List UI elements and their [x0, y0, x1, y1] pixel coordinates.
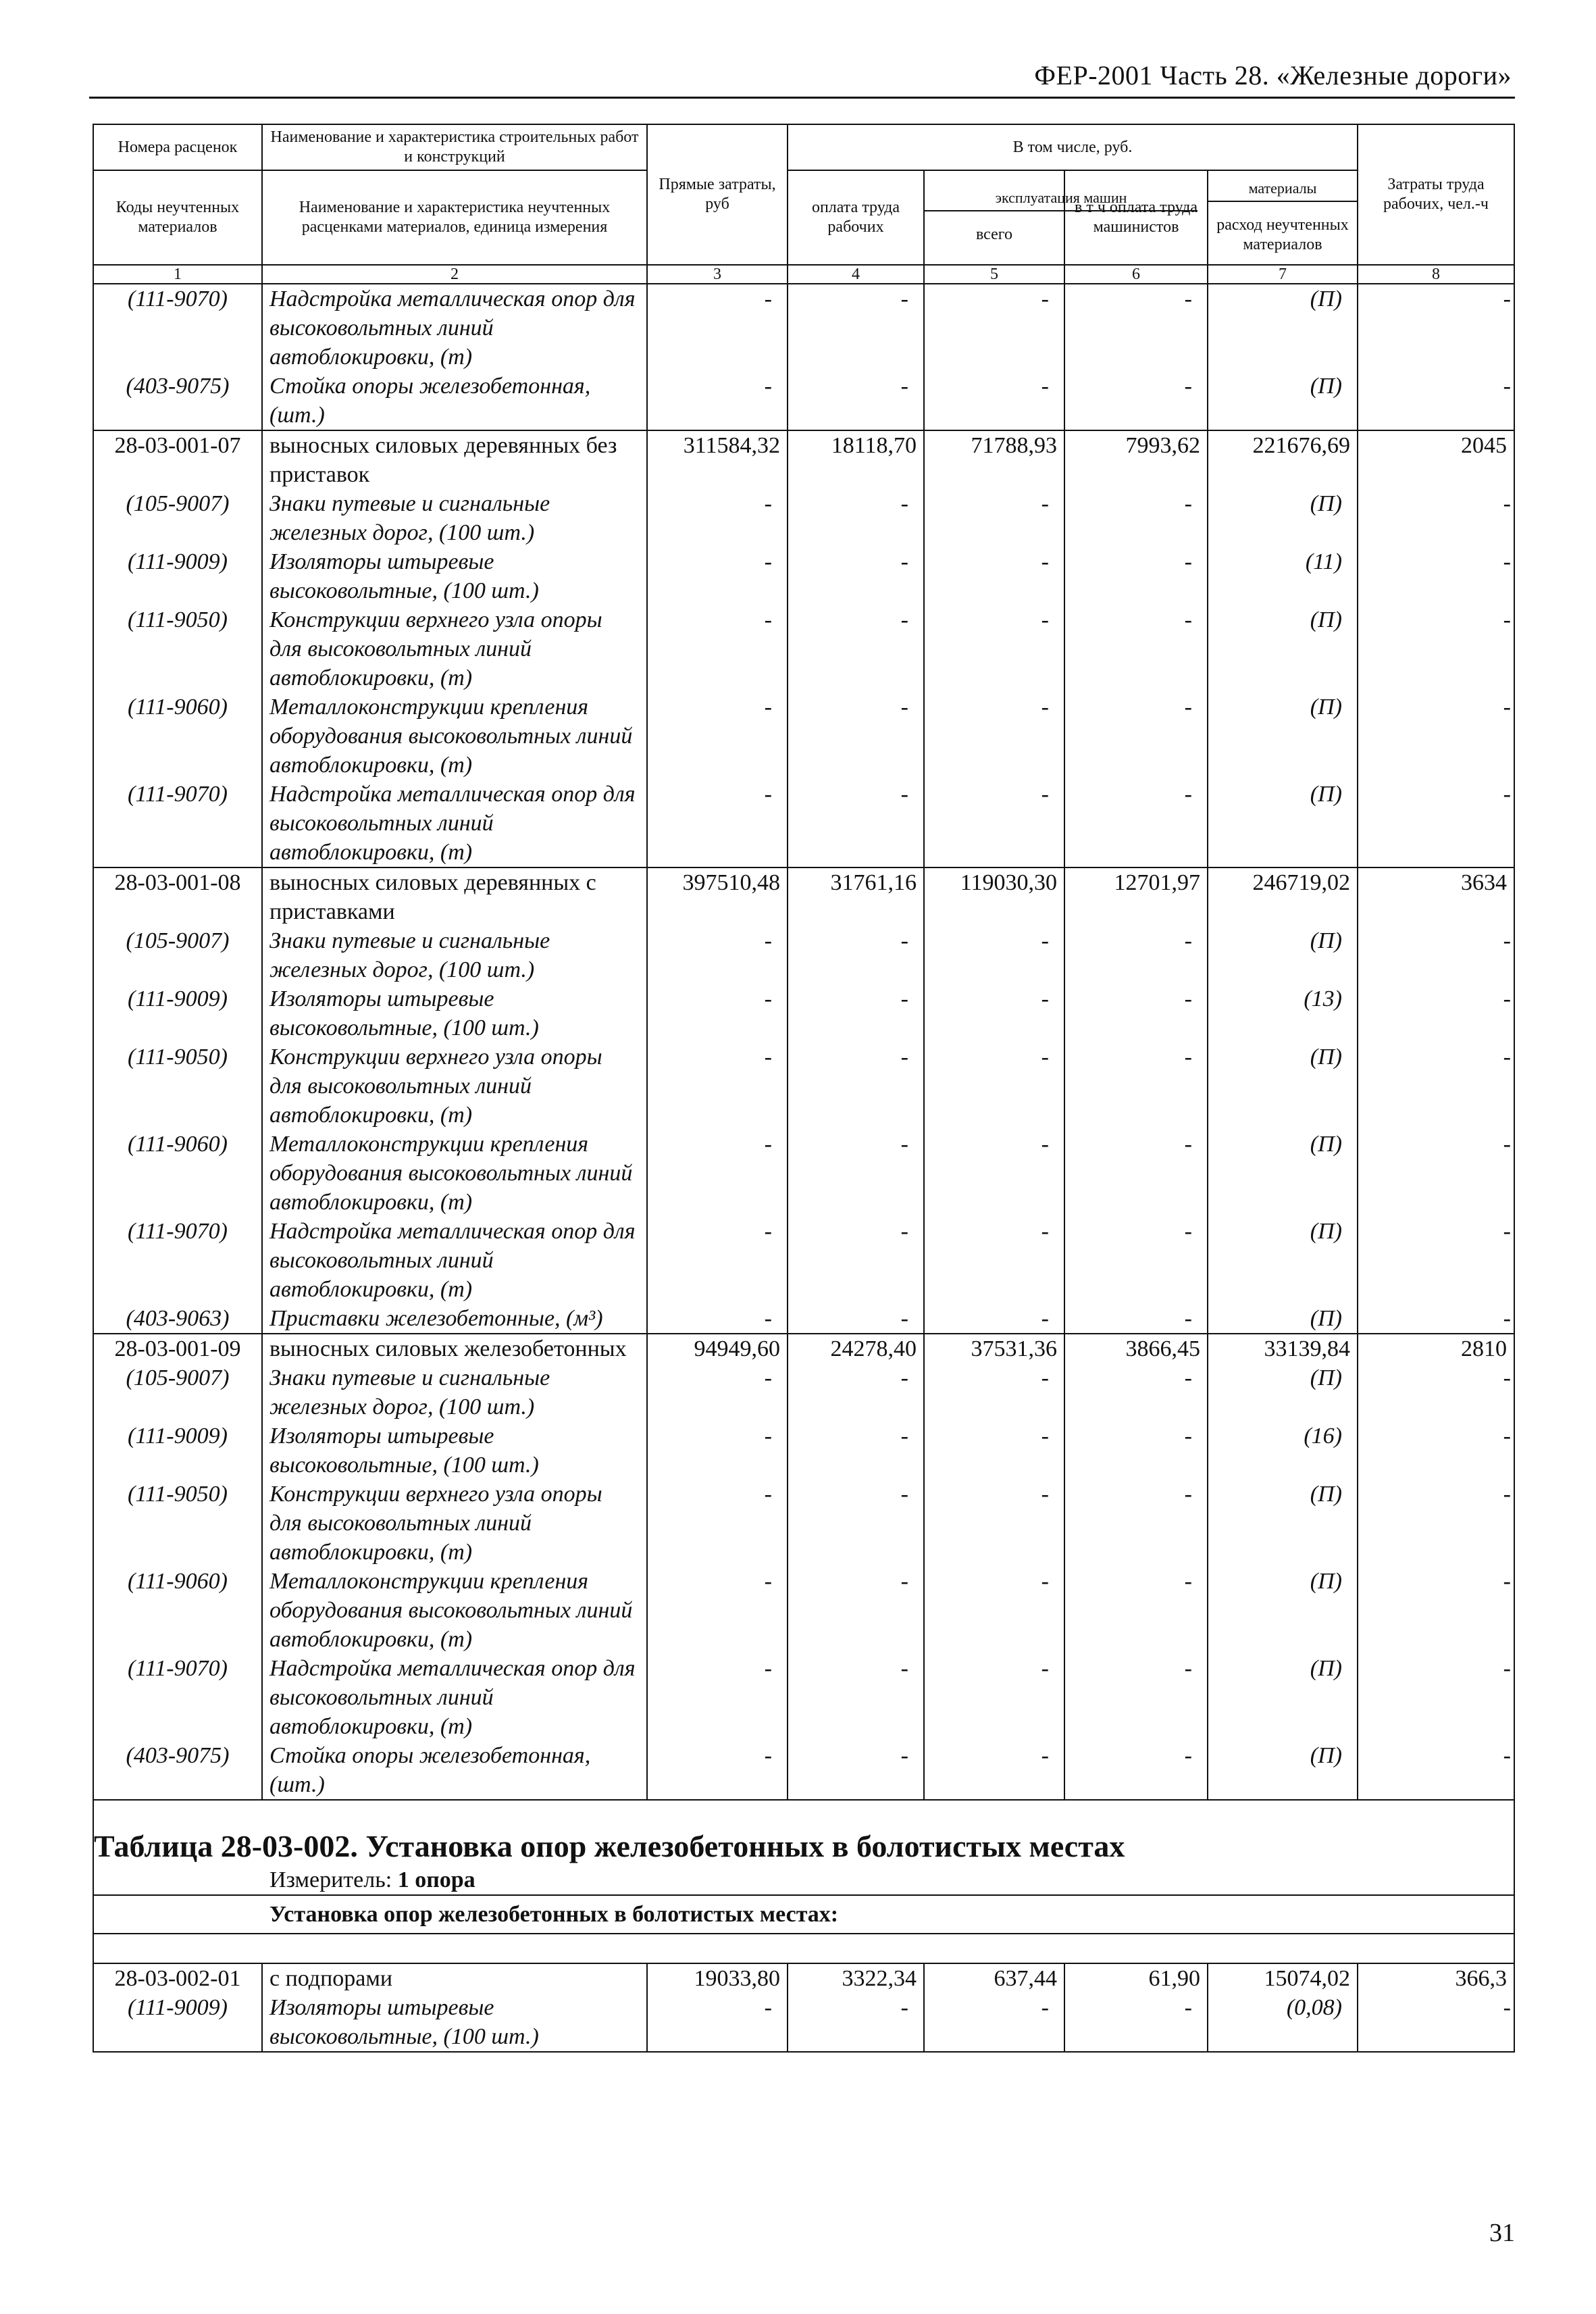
material-row [93, 1042, 1514, 1130]
material-row [93, 284, 1514, 372]
material-worker-pay-cell: - [788, 1217, 924, 1304]
material-rate-code-cell: (403-9075) [93, 372, 262, 430]
measure-label: Измеритель: [269, 1867, 398, 1892]
title-rule [89, 97, 1515, 99]
page-title: ФЕР-2001 Часть 28. «Железные дороги» [1034, 60, 1512, 91]
material-rate-code-cell: (105-9007) [93, 1363, 262, 1422]
material-direct-costs-cell: - [647, 372, 788, 430]
material-worker-pay-cell: - [788, 1130, 924, 1217]
material-machines-total-cell: - [924, 1217, 1064, 1304]
material-labor-hours-cell: - [1358, 1480, 1514, 1567]
column-number: 5 [924, 265, 1064, 284]
material-worker-pay-cell: - [788, 1993, 924, 2052]
material-worker-pay-cell: - [788, 489, 924, 547]
material-worker-pay-cell: - [788, 605, 924, 693]
material-materials-cell: (13) [1208, 984, 1358, 1042]
material-machines-total-cell: - [924, 1567, 1064, 1654]
material-materials-cell: (П) [1208, 1480, 1358, 1567]
material-row [93, 780, 1514, 867]
material-direct-costs-cell: - [647, 605, 788, 693]
material-direct-costs-cell: - [647, 780, 788, 867]
material-materials-cell: (П) [1208, 1217, 1358, 1304]
material-materials-cell: (П) [1208, 1042, 1358, 1130]
material-operator-pay-cell: - [1064, 1654, 1208, 1741]
rate-worker-pay-cell: 24278,40 [788, 1334, 924, 1363]
material-operator-pay-cell: - [1064, 1304, 1208, 1334]
material-machines-total-cell: - [924, 372, 1064, 430]
material-rate-code-cell: (111-9009) [93, 547, 262, 605]
material-operator-pay-cell: - [1064, 780, 1208, 867]
material-description-cell: Металлоконструкции крепления оборудования высоковольтных линий автоблокировки, (т) [262, 693, 647, 780]
rate-machines-total-cell: 637,44 [924, 1963, 1064, 1993]
material-materials-cell: (П) [1208, 1304, 1358, 1334]
rate-operator-pay-cell: 3866,45 [1064, 1334, 1208, 1363]
material-worker-pay-cell: - [788, 926, 924, 984]
rate-direct-costs-cell: 397510,48 [647, 867, 788, 926]
rate-materials-cell: 33139,84 [1208, 1334, 1358, 1363]
rate-operator-pay-cell: 12701,97 [1064, 867, 1208, 926]
material-operator-pay-cell: - [1064, 1567, 1208, 1654]
material-materials-cell: (0,08) [1208, 1993, 1358, 2052]
material-materials-cell: (П) [1208, 605, 1358, 693]
material-worker-pay-cell: - [788, 1741, 924, 1800]
col-including-header: В том числе, руб. [788, 124, 1358, 170]
material-worker-pay-cell: - [788, 693, 924, 780]
material-row [93, 1741, 1514, 1800]
machines-operation-label: эксплуатация машин [925, 188, 1198, 211]
material-operator-pay-cell: - [1064, 1480, 1208, 1567]
rate-rate-code-cell: 28-03-002-01 [93, 1963, 262, 1993]
material-rate-code-cell: (111-9060) [93, 693, 262, 780]
material-direct-costs-cell: - [647, 926, 788, 984]
material-operator-pay-cell: - [1064, 284, 1208, 372]
material-direct-costs-cell: - [647, 1130, 788, 1217]
material-description-cell: Изоляторы штыревые высоковольтные, (100 шт.) [262, 547, 647, 605]
material-materials-cell: (П) [1208, 1567, 1358, 1654]
material-materials-cell: (П) [1208, 780, 1358, 867]
rate-row [93, 430, 1514, 489]
material-labor-hours-cell: - [1358, 984, 1514, 1042]
material-description-cell: Конструкции верхнего узла опоры для высоковольтных линий автоблокировки, (т) [262, 605, 647, 693]
material-direct-costs-cell: - [647, 1304, 788, 1334]
material-rate-code-cell: (111-9050) [93, 1042, 262, 1130]
material-machines-total-cell: - [924, 984, 1064, 1042]
rate-description-cell: выносных силовых деревянных с приставками [262, 867, 647, 926]
material-row [93, 1130, 1514, 1217]
material-worker-pay-cell: - [788, 984, 924, 1042]
rate-description-cell: с подпорами [262, 1963, 647, 1993]
rate-operator-pay-cell: 61,90 [1064, 1963, 1208, 1993]
rates-table [93, 124, 1515, 2053]
column-number: 6 [1064, 265, 1208, 284]
col-operator-pay-header: в т ч оплата труда машинистов [1064, 170, 1208, 265]
column-number: 7 [1208, 265, 1358, 284]
material-machines-total-cell: - [924, 1422, 1064, 1480]
material-operator-pay-cell: - [1064, 1042, 1208, 1130]
material-labor-hours-cell: - [1358, 547, 1514, 605]
material-rate-code-cell: (111-9050) [93, 1480, 262, 1567]
material-materials-cell: (П) [1208, 372, 1358, 430]
material-machines-total-cell: - [924, 693, 1064, 780]
material-row [93, 1480, 1514, 1567]
material-operator-pay-cell: - [1064, 1130, 1208, 1217]
rate-materials-cell: 221676,69 [1208, 430, 1358, 489]
material-worker-pay-cell: - [788, 547, 924, 605]
col-rate-number-header: Номера расценок [93, 124, 262, 170]
material-operator-pay-cell: - [1064, 1422, 1208, 1480]
material-description-cell: Надстройка металлическая опор для высоковольтных линий автоблокировки, (т) [262, 284, 647, 372]
material-rate-code-cell: (105-9007) [93, 489, 262, 547]
material-materials-cell: (П) [1208, 926, 1358, 984]
rate-labor-hours-cell: 366,3 [1358, 1963, 1514, 1993]
material-rate-code-cell: (111-9009) [93, 984, 262, 1042]
material-direct-costs-cell: - [647, 1480, 788, 1567]
material-worker-pay-cell: - [788, 1654, 924, 1741]
rate-worker-pay-cell: 3322,34 [788, 1963, 924, 1993]
material-row [93, 1363, 1514, 1422]
material-machines-total-cell: - [924, 489, 1064, 547]
material-direct-costs-cell: - [647, 1042, 788, 1130]
material-labor-hours-cell: - [1358, 605, 1514, 693]
machines-total-label: всего [975, 226, 1013, 243]
material-direct-costs-cell: - [647, 547, 788, 605]
material-row [93, 1422, 1514, 1480]
material-description-cell: Надстройка металлическая опор для высоковольтных линий автоблокировки, (т) [262, 1217, 647, 1304]
material-machines-total-cell: - [924, 1993, 1064, 2052]
material-operator-pay-cell: - [1064, 489, 1208, 547]
rate-description-cell: выносных силовых железобетонных [262, 1334, 647, 1363]
rate-labor-hours-cell: 3634 [1358, 867, 1514, 926]
material-row [93, 372, 1514, 430]
material-rate-code-cell: (111-9060) [93, 1567, 262, 1654]
material-direct-costs-cell: - [647, 1993, 788, 2052]
material-operator-pay-cell: - [1064, 605, 1208, 693]
material-labor-hours-cell: - [1358, 1217, 1514, 1304]
material-machines-total-cell: - [924, 1480, 1064, 1567]
material-operator-pay-cell: - [1064, 1217, 1208, 1304]
material-materials-cell: (П) [1208, 1363, 1358, 1422]
rate-operator-pay-cell: 7993,62 [1064, 430, 1208, 489]
material-description-cell: Изоляторы штыревые высоковольтные, (100 шт.) [262, 1422, 647, 1480]
material-machines-total-cell: - [924, 1363, 1064, 1422]
material-machines-total-cell: - [924, 284, 1064, 372]
col-materials-header [1208, 170, 1358, 265]
measure-value: 1 опора [397, 1867, 475, 1892]
material-direct-costs-cell: - [647, 693, 788, 780]
material-direct-costs-cell: - [647, 489, 788, 547]
material-machines-total-cell: - [924, 926, 1064, 984]
material-labor-hours-cell: - [1358, 780, 1514, 867]
material-description-cell: Металлоконструкции крепления оборудования высоковольтных линий автоблокировки, (т) [262, 1130, 647, 1217]
material-labor-hours-cell: - [1358, 489, 1514, 547]
material-machines-total-cell: - [924, 1741, 1064, 1800]
material-row [93, 1217, 1514, 1304]
group-heading: Установка опор железобетонных в болотистых местах: [93, 1895, 1514, 1934]
material-row [93, 1304, 1514, 1334]
column-number: 2 [262, 265, 647, 284]
material-row [93, 693, 1514, 780]
material-description-cell: Изоляторы штыревые высоковольтные, (100 шт.) [262, 1993, 647, 2052]
material-rate-code-cell: (111-9070) [93, 780, 262, 867]
material-materials-cell: (16) [1208, 1422, 1358, 1480]
col-direct-costs-header: Прямые затраты, руб [647, 124, 788, 265]
rate-rate-code-cell: 28-03-001-09 [93, 1334, 262, 1363]
rate-machines-total-cell: 71788,93 [924, 430, 1064, 489]
material-machines-total-cell: - [924, 1304, 1064, 1334]
material-rate-code-cell: (105-9007) [93, 926, 262, 984]
rate-row [93, 867, 1514, 926]
rate-labor-hours-cell: 2045 [1358, 430, 1514, 489]
material-description-cell: Стойка опоры железобетонная, (шт.) [262, 372, 647, 430]
col-work-name-header: Наименование и характеристика строительных работ и конструкций [262, 124, 647, 170]
rate-worker-pay-cell: 31761,16 [788, 867, 924, 926]
column-numbers-row [93, 265, 1514, 284]
material-rate-code-cell: (111-9009) [93, 1422, 262, 1480]
rate-direct-costs-cell: 94949,60 [647, 1334, 788, 1363]
material-direct-costs-cell: - [647, 1741, 788, 1800]
material-labor-hours-cell: - [1358, 1654, 1514, 1741]
material-rate-code-cell: (111-9070) [93, 1217, 262, 1304]
material-description-cell: Изоляторы штыревые высоковольтные, (100 шт.) [262, 984, 647, 1042]
material-labor-hours-cell: - [1358, 1993, 1514, 2052]
material-operator-pay-cell: - [1064, 1741, 1208, 1800]
material-worker-pay-cell: - [788, 1042, 924, 1130]
material-row [93, 984, 1514, 1042]
material-direct-costs-cell: - [647, 1363, 788, 1422]
material-materials-cell: (П) [1208, 489, 1358, 547]
material-labor-hours-cell: - [1358, 372, 1514, 430]
rate-description-cell: выносных силовых деревянных без приставок [262, 430, 647, 489]
material-direct-costs-cell: - [647, 1422, 788, 1480]
unaccounted-materials-label: расход неучтенных материалов [1216, 216, 1349, 253]
material-labor-hours-cell: - [1358, 1304, 1514, 1334]
material-description-cell: Конструкции верхнего узла опоры для высоковольтных линий автоблокировки, (т) [262, 1042, 647, 1130]
material-materials-cell: (П) [1208, 1130, 1358, 1217]
material-labor-hours-cell: - [1358, 284, 1514, 372]
material-rate-code-cell: (111-9009) [93, 1993, 262, 2052]
material-description-cell: Металлоконструкции крепления оборудования высоковольтных линий автоблокировки, (т) [262, 1567, 647, 1654]
material-rate-code-cell: (111-9070) [93, 1654, 262, 1741]
material-labor-hours-cell: - [1358, 1130, 1514, 1217]
material-row [93, 1993, 1514, 2052]
section-title: Таблица 28-03-002. Установка опор железобетонных в болотистых местах [94, 1829, 1125, 1863]
material-labor-hours-cell: - [1358, 1042, 1514, 1130]
material-operator-pay-cell: - [1064, 693, 1208, 780]
col-machines-total-header [924, 170, 1127, 265]
material-labor-hours-cell: - [1358, 1363, 1514, 1422]
material-machines-total-cell: - [924, 605, 1064, 693]
material-worker-pay-cell: - [788, 284, 924, 372]
rate-rate-code-cell: 28-03-001-07 [93, 430, 262, 489]
material-description-cell: Стойка опоры железобетонная, (шт.) [262, 1741, 647, 1800]
rate-rate-code-cell: 28-03-001-08 [93, 867, 262, 926]
col-material-codes-header: Коды неучтенных материалов [93, 170, 262, 265]
material-operator-pay-cell: - [1064, 1363, 1208, 1422]
col-worker-pay-header: оплата труда рабочих [788, 170, 924, 265]
material-row [93, 605, 1514, 693]
material-materials-cell: (П) [1208, 284, 1358, 372]
material-operator-pay-cell: - [1064, 547, 1208, 605]
material-machines-total-cell: - [924, 780, 1064, 867]
material-rate-code-cell: (111-9060) [93, 1130, 262, 1217]
material-description-cell: Знаки путевые и сигнальные железных дорог, (100 шт.) [262, 489, 647, 547]
material-row [93, 1567, 1514, 1654]
material-materials-cell: (П) [1208, 1741, 1358, 1800]
material-machines-total-cell: - [924, 1130, 1064, 1217]
material-worker-pay-cell: - [788, 1480, 924, 1567]
material-worker-pay-cell: - [788, 1363, 924, 1422]
material-machines-total-cell: - [924, 1042, 1064, 1130]
material-row [93, 1654, 1514, 1741]
column-number: 4 [788, 265, 924, 284]
rate-row [93, 1334, 1514, 1363]
material-operator-pay-cell: - [1064, 1993, 1208, 2052]
material-direct-costs-cell: - [647, 984, 788, 1042]
material-materials-cell: (П) [1208, 1654, 1358, 1741]
material-rate-code-cell: (403-9063) [93, 1304, 262, 1334]
material-rate-code-cell: (111-9070) [93, 284, 262, 372]
material-direct-costs-cell: - [647, 1217, 788, 1304]
material-rate-code-cell: (403-9075) [93, 1741, 262, 1800]
material-description-cell: Знаки путевые и сигнальные железных дорог, (100 шт.) [262, 1363, 647, 1422]
column-number: 1 [93, 265, 262, 284]
material-direct-costs-cell: - [647, 284, 788, 372]
material-operator-pay-cell: - [1064, 926, 1208, 984]
material-description-cell: Надстройка металлическая опор для высоковольтных линий автоблокировки, (т) [262, 780, 647, 867]
material-direct-costs-cell: - [647, 1654, 788, 1741]
col-material-name-header: Наименование и характеристика неучтенных расценками материалов, единица измерения [262, 170, 647, 265]
col-labor-hours-header: Затраты труда рабочих, чел.-ч [1358, 124, 1514, 265]
material-labor-hours-cell: - [1358, 926, 1514, 984]
material-operator-pay-cell: - [1064, 984, 1208, 1042]
material-description-cell: Конструкции верхнего узла опоры для высоковольтных линий автоблокировки, (т) [262, 1480, 647, 1567]
material-worker-pay-cell: - [788, 1304, 924, 1334]
rate-machines-total-cell: 119030,30 [924, 867, 1064, 926]
material-machines-total-cell: - [924, 547, 1064, 605]
material-operator-pay-cell: - [1064, 372, 1208, 430]
rate-materials-cell: 246719,02 [1208, 867, 1358, 926]
material-materials-cell: (11) [1208, 547, 1358, 605]
column-number: 8 [1358, 265, 1514, 284]
material-labor-hours-cell: - [1358, 693, 1514, 780]
material-row [93, 926, 1514, 984]
material-description-cell: Знаки путевые и сигнальные железных дорог, (100 шт.) [262, 926, 647, 984]
rate-worker-pay-cell: 18118,70 [788, 430, 924, 489]
material-row [93, 489, 1514, 547]
material-worker-pay-cell: - [788, 1422, 924, 1480]
material-materials-cell: (П) [1208, 693, 1358, 780]
material-rate-code-cell: (111-9050) [93, 605, 262, 693]
rate-direct-costs-cell: 19033,80 [647, 1963, 788, 1993]
material-worker-pay-cell: - [788, 780, 924, 867]
page-number: 31 [1489, 2219, 1515, 2247]
materials-label: материалы [1208, 178, 1357, 202]
material-direct-costs-cell: - [647, 1567, 788, 1654]
column-number: 3 [647, 265, 788, 284]
material-worker-pay-cell: - [788, 1567, 924, 1654]
material-row [93, 547, 1514, 605]
rate-labor-hours-cell: 2810 [1358, 1334, 1514, 1363]
rate-row [93, 1963, 1514, 1993]
material-labor-hours-cell: - [1358, 1741, 1514, 1800]
material-labor-hours-cell: - [1358, 1567, 1514, 1654]
rate-materials-cell: 15074,02 [1208, 1963, 1358, 1993]
material-description-cell: Надстройка металлическая опор для высоковольтных линий автоблокировки, (т) [262, 1654, 647, 1741]
rate-direct-costs-cell: 311584,32 [647, 430, 788, 489]
material-worker-pay-cell: - [788, 372, 924, 430]
rate-machines-total-cell: 37531,36 [924, 1334, 1064, 1363]
material-labor-hours-cell: - [1358, 1422, 1514, 1480]
material-description-cell: Приставки железобетонные, (м³) [262, 1304, 647, 1334]
material-machines-total-cell: - [924, 1654, 1064, 1741]
